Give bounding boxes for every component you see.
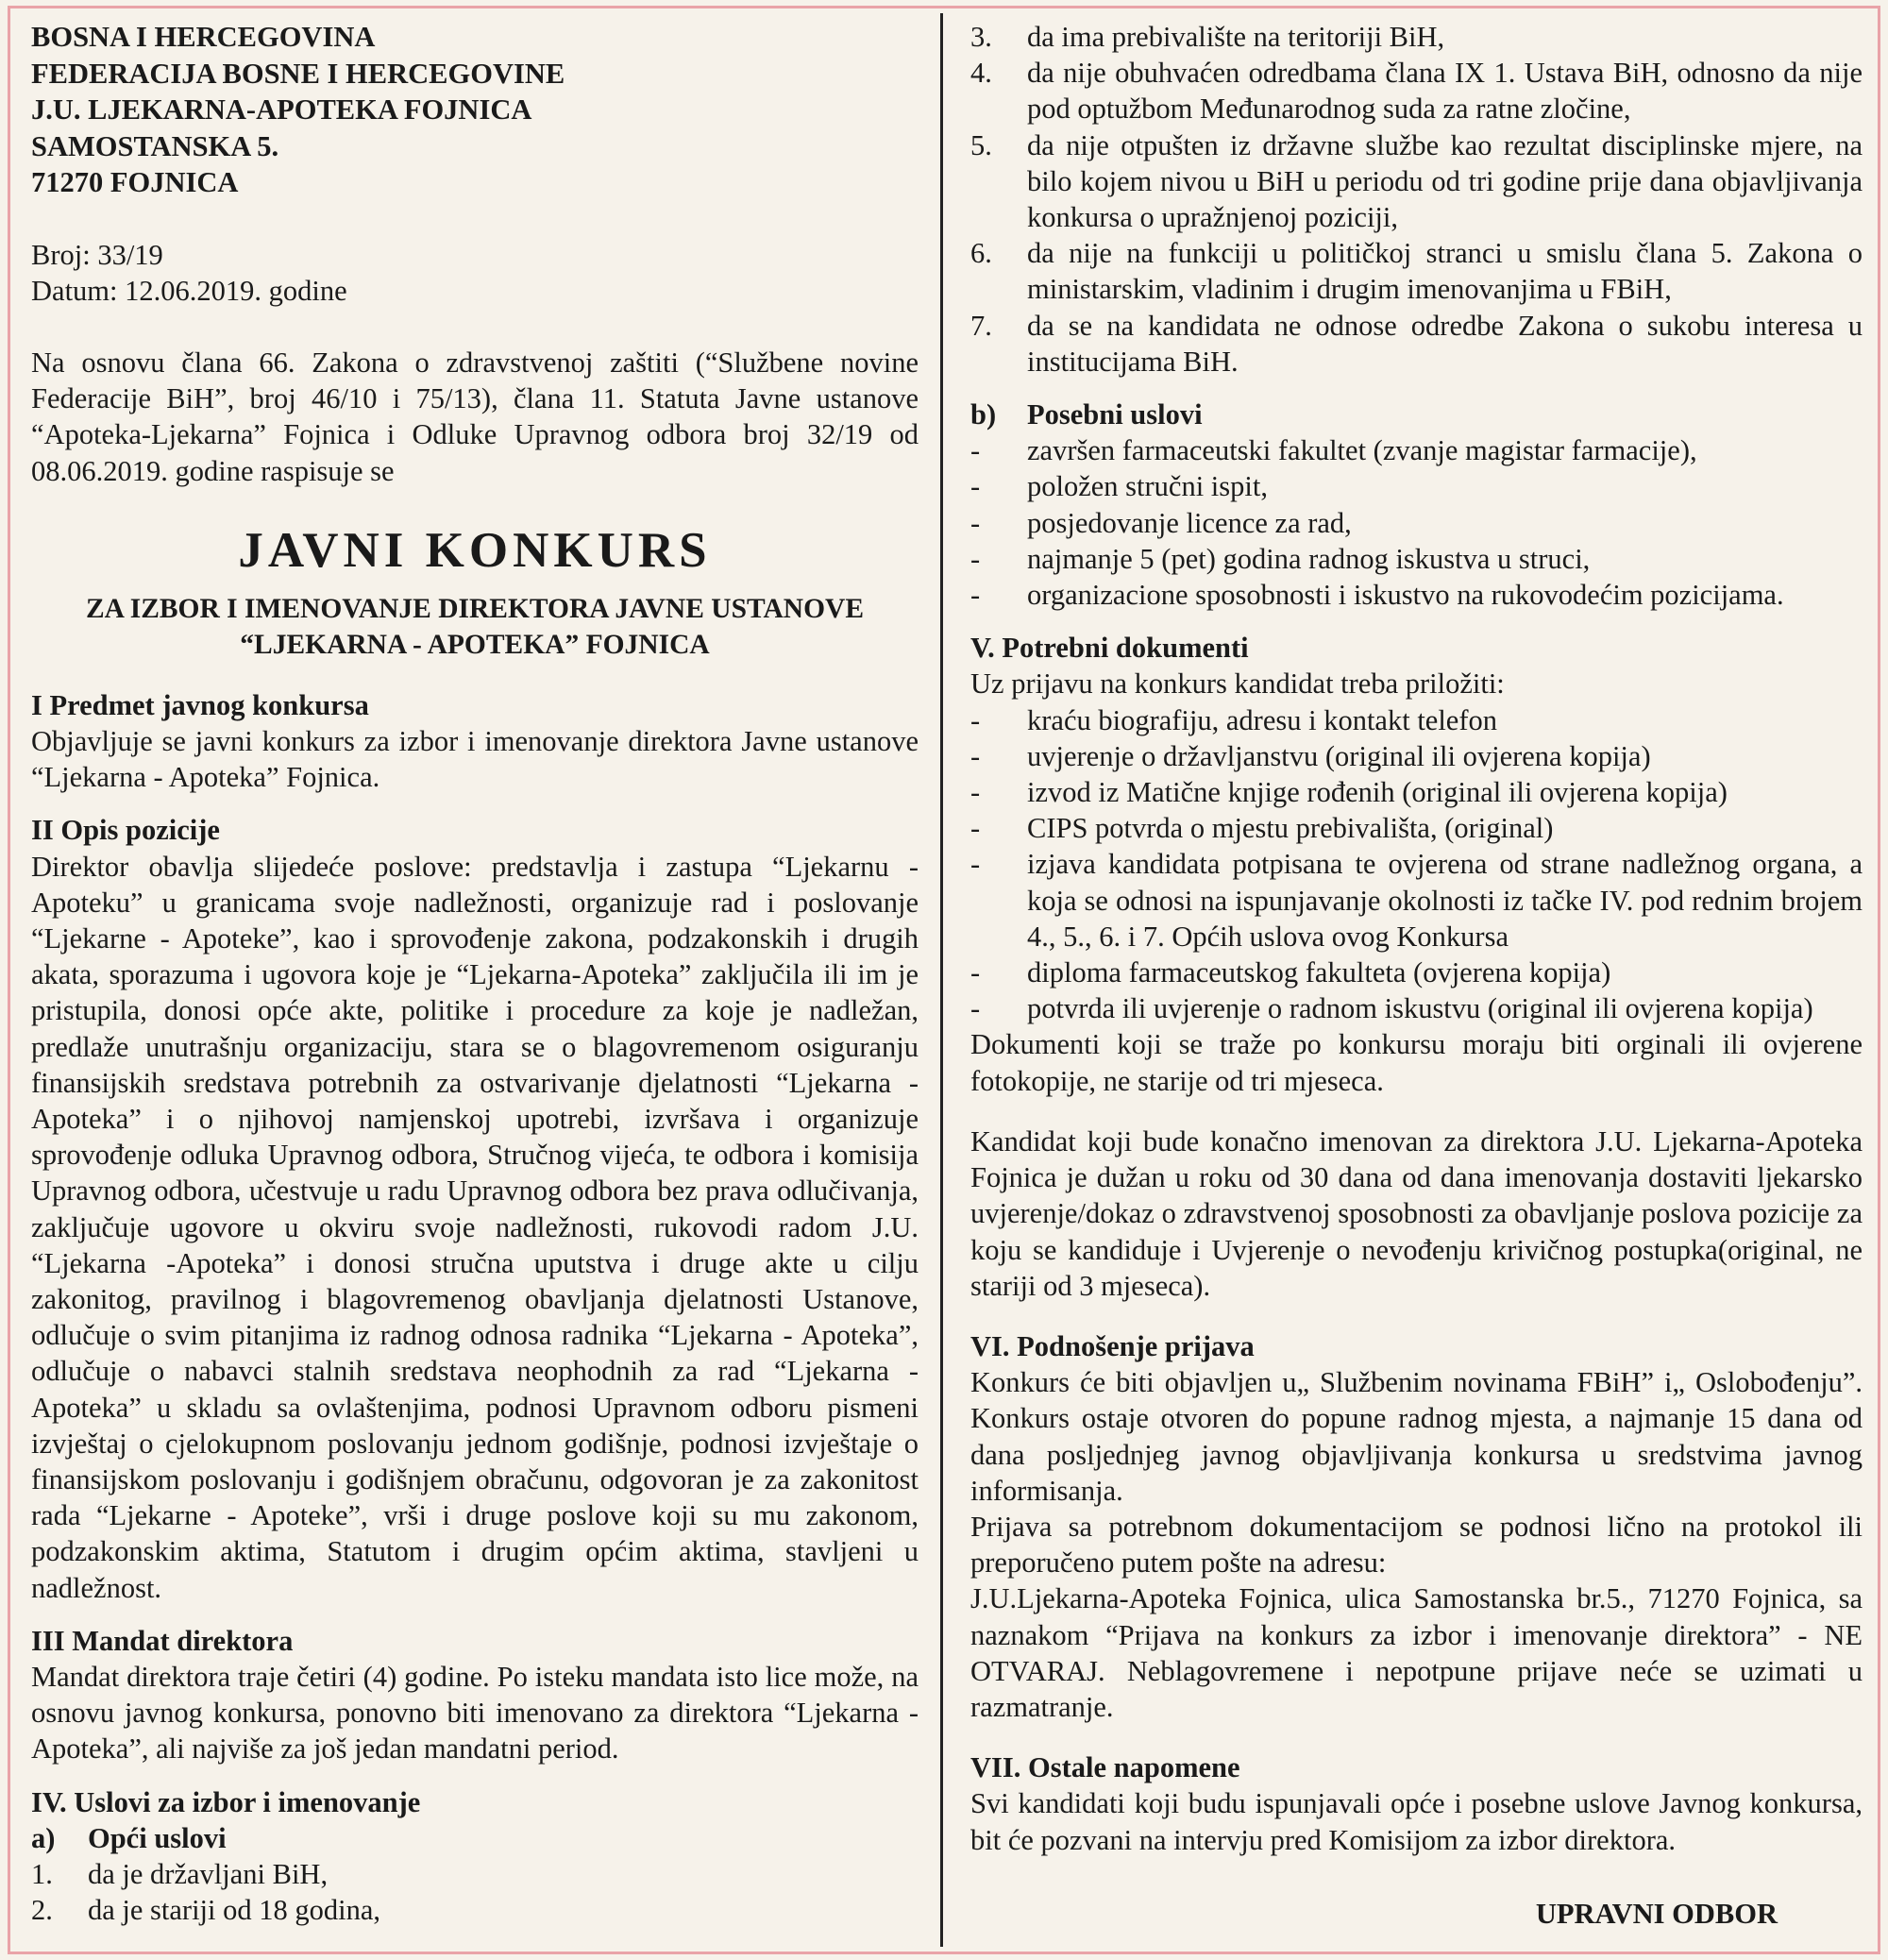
subsection-label: a) bbox=[31, 1821, 56, 1854]
item-text: da nije obuhvaćen odredbama člana IX 1. Ustava BiH, odnosno da nije pod optužbom Međunarodnog suda za ratne zločine, bbox=[1027, 57, 1863, 126]
issuer-header bbox=[31, 19, 919, 201]
item-text: položen stručni ispit, bbox=[1027, 470, 1268, 503]
document-subtitle: ZA IZBOR I IMENOVANJE DIREKTORA JAVNE USTANOVE bbox=[86, 593, 864, 624]
item-number: 4. bbox=[970, 57, 992, 90]
section-intro: Uz prijavu na konkurs kandidat treba priložiti: bbox=[970, 667, 1505, 701]
general-conditions-list-right bbox=[970, 19, 1863, 380]
section-heading: V. Potrebni dokumenti bbox=[970, 632, 1249, 665]
list-item: - najmanje 5 (pet) godina radnog iskustva u struci, bbox=[970, 541, 1863, 577]
list-item: - izjava kandidata potpisana te ovjerena od strane nadležnog organa, a koja se odnosi na ispunjavanje okolnosti iz tačke IV. pod rednim brojem 4., 5., 6. i 7. Općih uslova ovog Konkursa bbox=[970, 846, 1863, 955]
header-line: BOSNA I HERCEGOVINA bbox=[31, 21, 376, 53]
section-heading: VI. Podnošenje prijava bbox=[970, 1329, 1255, 1362]
header-line: SAMOSTANSKA 5. bbox=[31, 129, 279, 162]
item-text: da nije otpušten iz državne službe kao rezultat disciplinske mjere, na bilo kojem nivou u BiH u periodu od tri godine prije dana objavljivanja konkursa o upražnjenoj poziciji, bbox=[1027, 128, 1863, 234]
section-text: Mandat direktora traje četiri (4) godine. Po isteku mandata isto lice može, na osnovu javnog konkursa, ponovno biti imenovano za direktora “Ljekarna -Apoteka”, ali najviše za još jedan mandatni period. bbox=[31, 1661, 919, 1766]
list-item bbox=[31, 1856, 919, 1892]
reference-date: Datum: 12.06.2019. godine bbox=[31, 274, 347, 307]
item-number: 7. bbox=[970, 309, 992, 342]
item-text: najmanje 5 (pet) godina radnog iskustva u struci, bbox=[1027, 542, 1591, 575]
item-text: organizacione sposobnosti i iskustvo na rukovodećim pozicijama. bbox=[1027, 579, 1784, 612]
list-item bbox=[970, 19, 1863, 55]
subsection-heading bbox=[31, 1820, 919, 1856]
item-text: potvrda ili uvjerenje o radnom iskustvu (original ili ovjerena kopija) bbox=[1027, 992, 1813, 1025]
list-item bbox=[970, 308, 1863, 380]
header-line: J.U. LJEKARNA-APOTEKA FOJNICA bbox=[31, 93, 532, 126]
list-item: - organizacione sposobnosti i iskustvo na rukovodećim pozicijama. bbox=[970, 577, 1863, 613]
special-conditions-list bbox=[970, 432, 1863, 613]
column-divider bbox=[940, 13, 943, 1947]
item-text: završen farmaceutski fakultet (zvanje magistar farmacije), bbox=[1027, 434, 1697, 467]
header-line: FEDERACIJA BOSNE I HERCEGOVINE bbox=[31, 57, 565, 90]
item-number: 5. bbox=[970, 128, 992, 161]
document-subtitle: “LJEKARNA - APOTEKA” FOJNICA bbox=[240, 629, 710, 660]
item-number: 2. bbox=[31, 1894, 53, 1927]
section-text: Kandidat koji bude konačno imenovan za direktora J.U. Ljekarna-Apoteka Fojnica je dužan u roku od 30 dana od dana imenovanja dostaviti ljekarsko uvjerenje/dokaz o zdravstvenoj sposobnosti za obavljanje poslova pozicije za koju se kandiduje i Uvjerenje o nevođenju krivičnog postupka(original, ne stariji od 3 mjeseca). bbox=[970, 1124, 1863, 1302]
item-text: CIPS potvrda o mjestu prebivališta, (original) bbox=[1027, 812, 1554, 845]
section-heading: I Predmet javnog konkursa bbox=[31, 688, 369, 721]
item-text: diploma farmaceutskog fakulteta (ovjerena kopija) bbox=[1027, 956, 1611, 989]
item-text: izjava kandidata potpisana te ovjerena od strane nadležnog organa, a koja se odnosi na ispunjavanje okolnosti iz tačke IV. pod rednim brojem 4., 5., 6. i 7. Općih uslova ovog Konkursa bbox=[1027, 848, 1863, 953]
subsection-title: Opći uslovi bbox=[88, 1821, 227, 1854]
intro-paragraph: Na osnovu člana 66. Zakona o zdravstvenoj zaštiti (“Službene novine Federacije BiH”, broj 46/10 i 75/13), člana 11. Statuta Javne ustanove “Apoteka-Ljekarna” Fojnica i Odluke Upravnog odbora broj 32/19 od 08.06.2019. godine raspisuje se bbox=[31, 346, 919, 487]
documents-list bbox=[970, 702, 1863, 1027]
list-item: - potvrda ili uvjerenje o radnom iskustvu (original ili ovjerena kopija) bbox=[970, 990, 1863, 1026]
general-conditions-list-left bbox=[31, 1856, 919, 1928]
list-item: - CIPS potvrda o mjestu prebivališta, (original) bbox=[970, 810, 1863, 846]
item-text: da je stariji od 18 godina, bbox=[88, 1894, 381, 1927]
subsection-heading bbox=[970, 397, 1863, 432]
item-text: da je državljani BiH, bbox=[88, 1858, 329, 1891]
list-item: - posjedovanje licence za rad, bbox=[970, 505, 1863, 541]
section-heading: IV. Uslovi za izbor i imenovanje bbox=[31, 1785, 421, 1818]
reference-number: Broj: 33/19 bbox=[31, 238, 163, 271]
section-heading: III Mandat direktora bbox=[31, 1624, 294, 1657]
section-text: Dokumenti koji se traže po konkursu moraju biti orginali ili ovjerene fotokopije, ne starije od tri mjeseca. bbox=[970, 1028, 1863, 1097]
list-item: - diploma farmaceutskog fakulteta (ovjerena kopija) bbox=[970, 955, 1863, 990]
section-text: Konkurs će biti objavljen u„ Službenim novinama FBiH” i„ Oslobođenju”. Konkurs ostaje otvoren do popune radnog mjesta, a najmanje 15 dana od dana posljednjeg javnog objavljivanja konkursa u sredstvima javnog informisanja. bbox=[970, 1366, 1863, 1507]
list-item: - položen stručni ispit, bbox=[970, 468, 1863, 504]
section-text: Direktor obavlja slijedeće poslove: predstavlja i zastupa “Ljekarnu - Apoteku” u granicama svoje nadležnosti, organizuje rad i poslovanje “Ljekarne - Apoteke”, kao i sprovođenje zakona, podzakonskih i drugih akata, sporazuma i ugovora koje je “Ljekarna-Apoteka” zaključila ili im je pristupila, donosi opće akte, politike i procedure za koje je nadležan, predlaže unutrašnju organizaciju, stara se o blagovremenom osiguranju finansijskih sredstava potrebnih za ostvarivanje djelatnosti “Ljekarna - Apoteka” i o njihovoj namjenskoj upotrebi, izvršava i organizuje sprovođenje odluka Upravnog odbora, Stručnog vijeća, te odbora i komisija Upravnog odbora, učestvuje u radu Upravnog odbora bez prava odlučivanja, zaključuje ugovore u okviru svoje nadležnosti, rukovodi radom J.U. “Ljekarna -Apoteka” i donosi stručna uputstva i druge akte u cilju zakonitog, pravilnog i blagovremenog obavljanja djelatnosti Ustanove, odlučuje o svim pitanjima iz radnog odnosa radnika “Ljekarna - Apoteka”, odlučuje o nabavci stalnih sredstava neophodnih za rad “Ljekarna - Apoteka” u skladu sa ovlaštenjima, podnosi Upravnom odboru pismeni izvještaj o cjelokupnom poslovanju jednom godišnje, podnosi izvještaje o finansijskom poslovanju i godišnjem obračunu, odgovoran je za zakonitost rada “Ljekarne - Apoteke”, vrši i druge poslove koji su mu zakonom, podzakonskim aktima, Statutom i drugim općim aktima, stavljeni u nadležnost. bbox=[31, 850, 919, 1604]
right-column bbox=[970, 19, 1863, 1932]
list-item: - kraću biografiju, adresu i kontakt telefon bbox=[970, 702, 1863, 738]
item-text: izvod iz Matične knjige rođenih (original ili ovjerena kopija) bbox=[1027, 776, 1728, 809]
document-title: JAVNI KONKURS bbox=[238, 522, 712, 578]
subsection-label: b) bbox=[970, 398, 997, 431]
item-text: uvjerenje o državljanstvu (original ili ovjerena kopija) bbox=[1027, 739, 1651, 772]
section-text: Svi kandidati koji budu ispunjavali opće i posebne uslove Javnog konkursa, bit će pozvani na intervju pred Komisijom za izbor direktora. bbox=[970, 1787, 1863, 1856]
item-text: da se na kandidata ne odnose odredbe Zakona o sukobu interesa u institucijama BiH. bbox=[1027, 309, 1863, 378]
header-line: 71270 FOJNICA bbox=[31, 166, 239, 198]
item-text: posjedovanje licence za rad, bbox=[1027, 506, 1352, 539]
section-heading: II Opis pozicije bbox=[31, 814, 220, 847]
item-number: 3. bbox=[970, 21, 992, 53]
section-text: Prijava sa potrebnom dokumentacijom se podnosi lično na protokol ili preporučeno putem pošte na adresu: bbox=[970, 1510, 1863, 1580]
list-item bbox=[970, 235, 1863, 307]
list-item: - izvod iz Matične knjige rođenih (original ili ovjerena kopija) bbox=[970, 774, 1863, 810]
item-number: 1. bbox=[31, 1858, 53, 1891]
section-text: Objavljuje se javni konkurs za izbor i imenovanje direktora Javne ustanove “Ljekarna - Apoteka” Fojnica. bbox=[31, 724, 919, 794]
list-item: - završen farmaceutski fakultet (zvanje magistar farmacije), bbox=[970, 432, 1863, 468]
list-item bbox=[31, 1892, 919, 1928]
list-item bbox=[970, 55, 1863, 127]
item-text: da ima prebivalište na teritoriji BiH, bbox=[1027, 21, 1445, 53]
section-text: J.U.Ljekarna-Apoteka Fojnica, ulica Samostanska br.5., 71270 Fojnica, sa naznakom “Prijava na konkurs za izbor i imenovanje direktora” - NE OTVARAJ. Neblagovremene i nepotpune prijave neće se uzimati u razmatranje. bbox=[970, 1582, 1863, 1723]
item-text: da nije na funkciji u političkoj stranci u smislu člana 5. Zakona o ministarskim, vladinim i drugim imenovanjima u FBiH, bbox=[1027, 237, 1863, 306]
list-item bbox=[970, 127, 1863, 236]
item-number: 6. bbox=[970, 237, 992, 270]
list-item: - uvjerenje o državljanstvu (original ili ovjerena kopija) bbox=[970, 738, 1863, 774]
signature: UPRAVNI ODBOR bbox=[1535, 1897, 1778, 1930]
subsection-b bbox=[970, 397, 1863, 432]
subsection-title: Posebni uslovi bbox=[1027, 398, 1203, 431]
item-text: kraću biografiju, adresu i kontakt telefon bbox=[1027, 703, 1497, 736]
subsection-a bbox=[31, 1820, 919, 1856]
section-heading: VII. Ostale napomene bbox=[970, 1751, 1240, 1784]
left-column bbox=[31, 19, 919, 1928]
